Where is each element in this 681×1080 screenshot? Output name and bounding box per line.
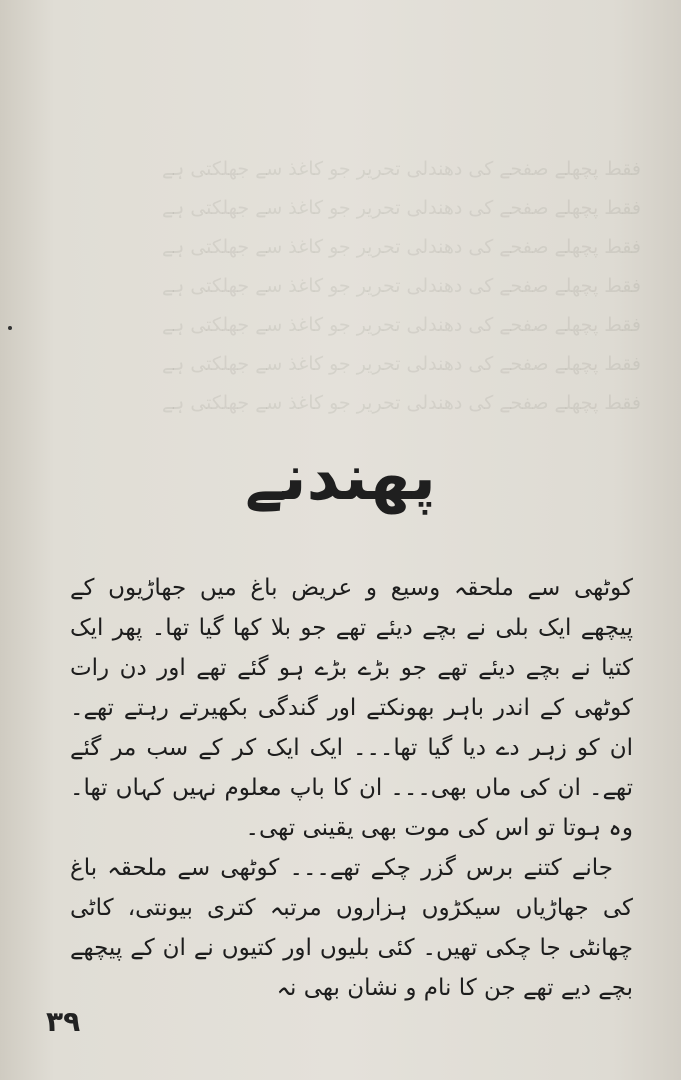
paragraph: کوٹھی سے ملحقہ وسیع و عریض باغ میں جھاڑیوں کے پیچھے ایک بلی نے بچے دیئے تھے جو بلا کھا گیا تھا۔ پھر ایک کتیا نے بچے دیئے تھے جو بڑے بڑے ہو گئے تھے اور دن رات کوٹھی کے اندر باہر بھونکتے اور گندگی بکھیرتے رہتے تھے۔ ان کو زہر دے دیا گیا تھا۔۔۔ ایک ایک کر کے سب مر گئے تھے۔ ان کی ماں بھی۔۔۔ ان کا باپ معلوم نہیں کہاں تھا۔ وہ ہوتا تو اس کی موت بھی یقینی تھی۔ xyxy=(70,575,633,841)
story-title: پھندنے xyxy=(245,441,436,515)
bleed-through-line: فقط پچھلے صفحے کی دھندلی تحریر جو کاغذ سے جھلکتی ہے xyxy=(162,392,641,414)
story-body xyxy=(70,568,633,1008)
page-number: ۳۹ xyxy=(46,1005,81,1038)
bleed-through-line: فقط پچھلے صفحے کی دھندلی تحریر جو کاغذ سے جھلکتی ہے xyxy=(162,197,641,219)
bleed-through-line: فقط پچھلے صفحے کی دھندلی تحریر جو کاغذ سے جھلکتی ہے xyxy=(162,314,641,336)
bleed-through-line: فقط پچھلے صفحے کی دھندلی تحریر جو کاغذ سے جھلکتی ہے xyxy=(162,275,641,297)
bleed-through-text xyxy=(90,150,641,423)
ink-speck xyxy=(8,326,12,330)
bleed-through-line: فقط پچھلے صفحے کی دھندلی تحریر جو کاغذ سے جھلکتی ہے xyxy=(162,158,641,180)
bleed-through-line: فقط پچھلے صفحے کی دھندلی تحریر جو کاغذ سے جھلکتی ہے xyxy=(162,353,641,375)
paragraph: جانے کتنے برس گزر چکے تھے۔۔۔ کوٹھی سے ملحقہ باغ کی جھاڑیاں سیکڑوں ہزاروں مرتبہ کتری بیونتی، کاٹی چھانٹی جا چکی تھیں۔ کئی بلیوں اور کتیوں نے ان کے پیچھے بچے دیے تھے جن کا نام و نشان بھی نہ xyxy=(70,855,633,1001)
bleed-through-line: فقط پچھلے صفحے کی دھندلی تحریر جو کاغذ سے جھلکتی ہے xyxy=(162,236,641,258)
